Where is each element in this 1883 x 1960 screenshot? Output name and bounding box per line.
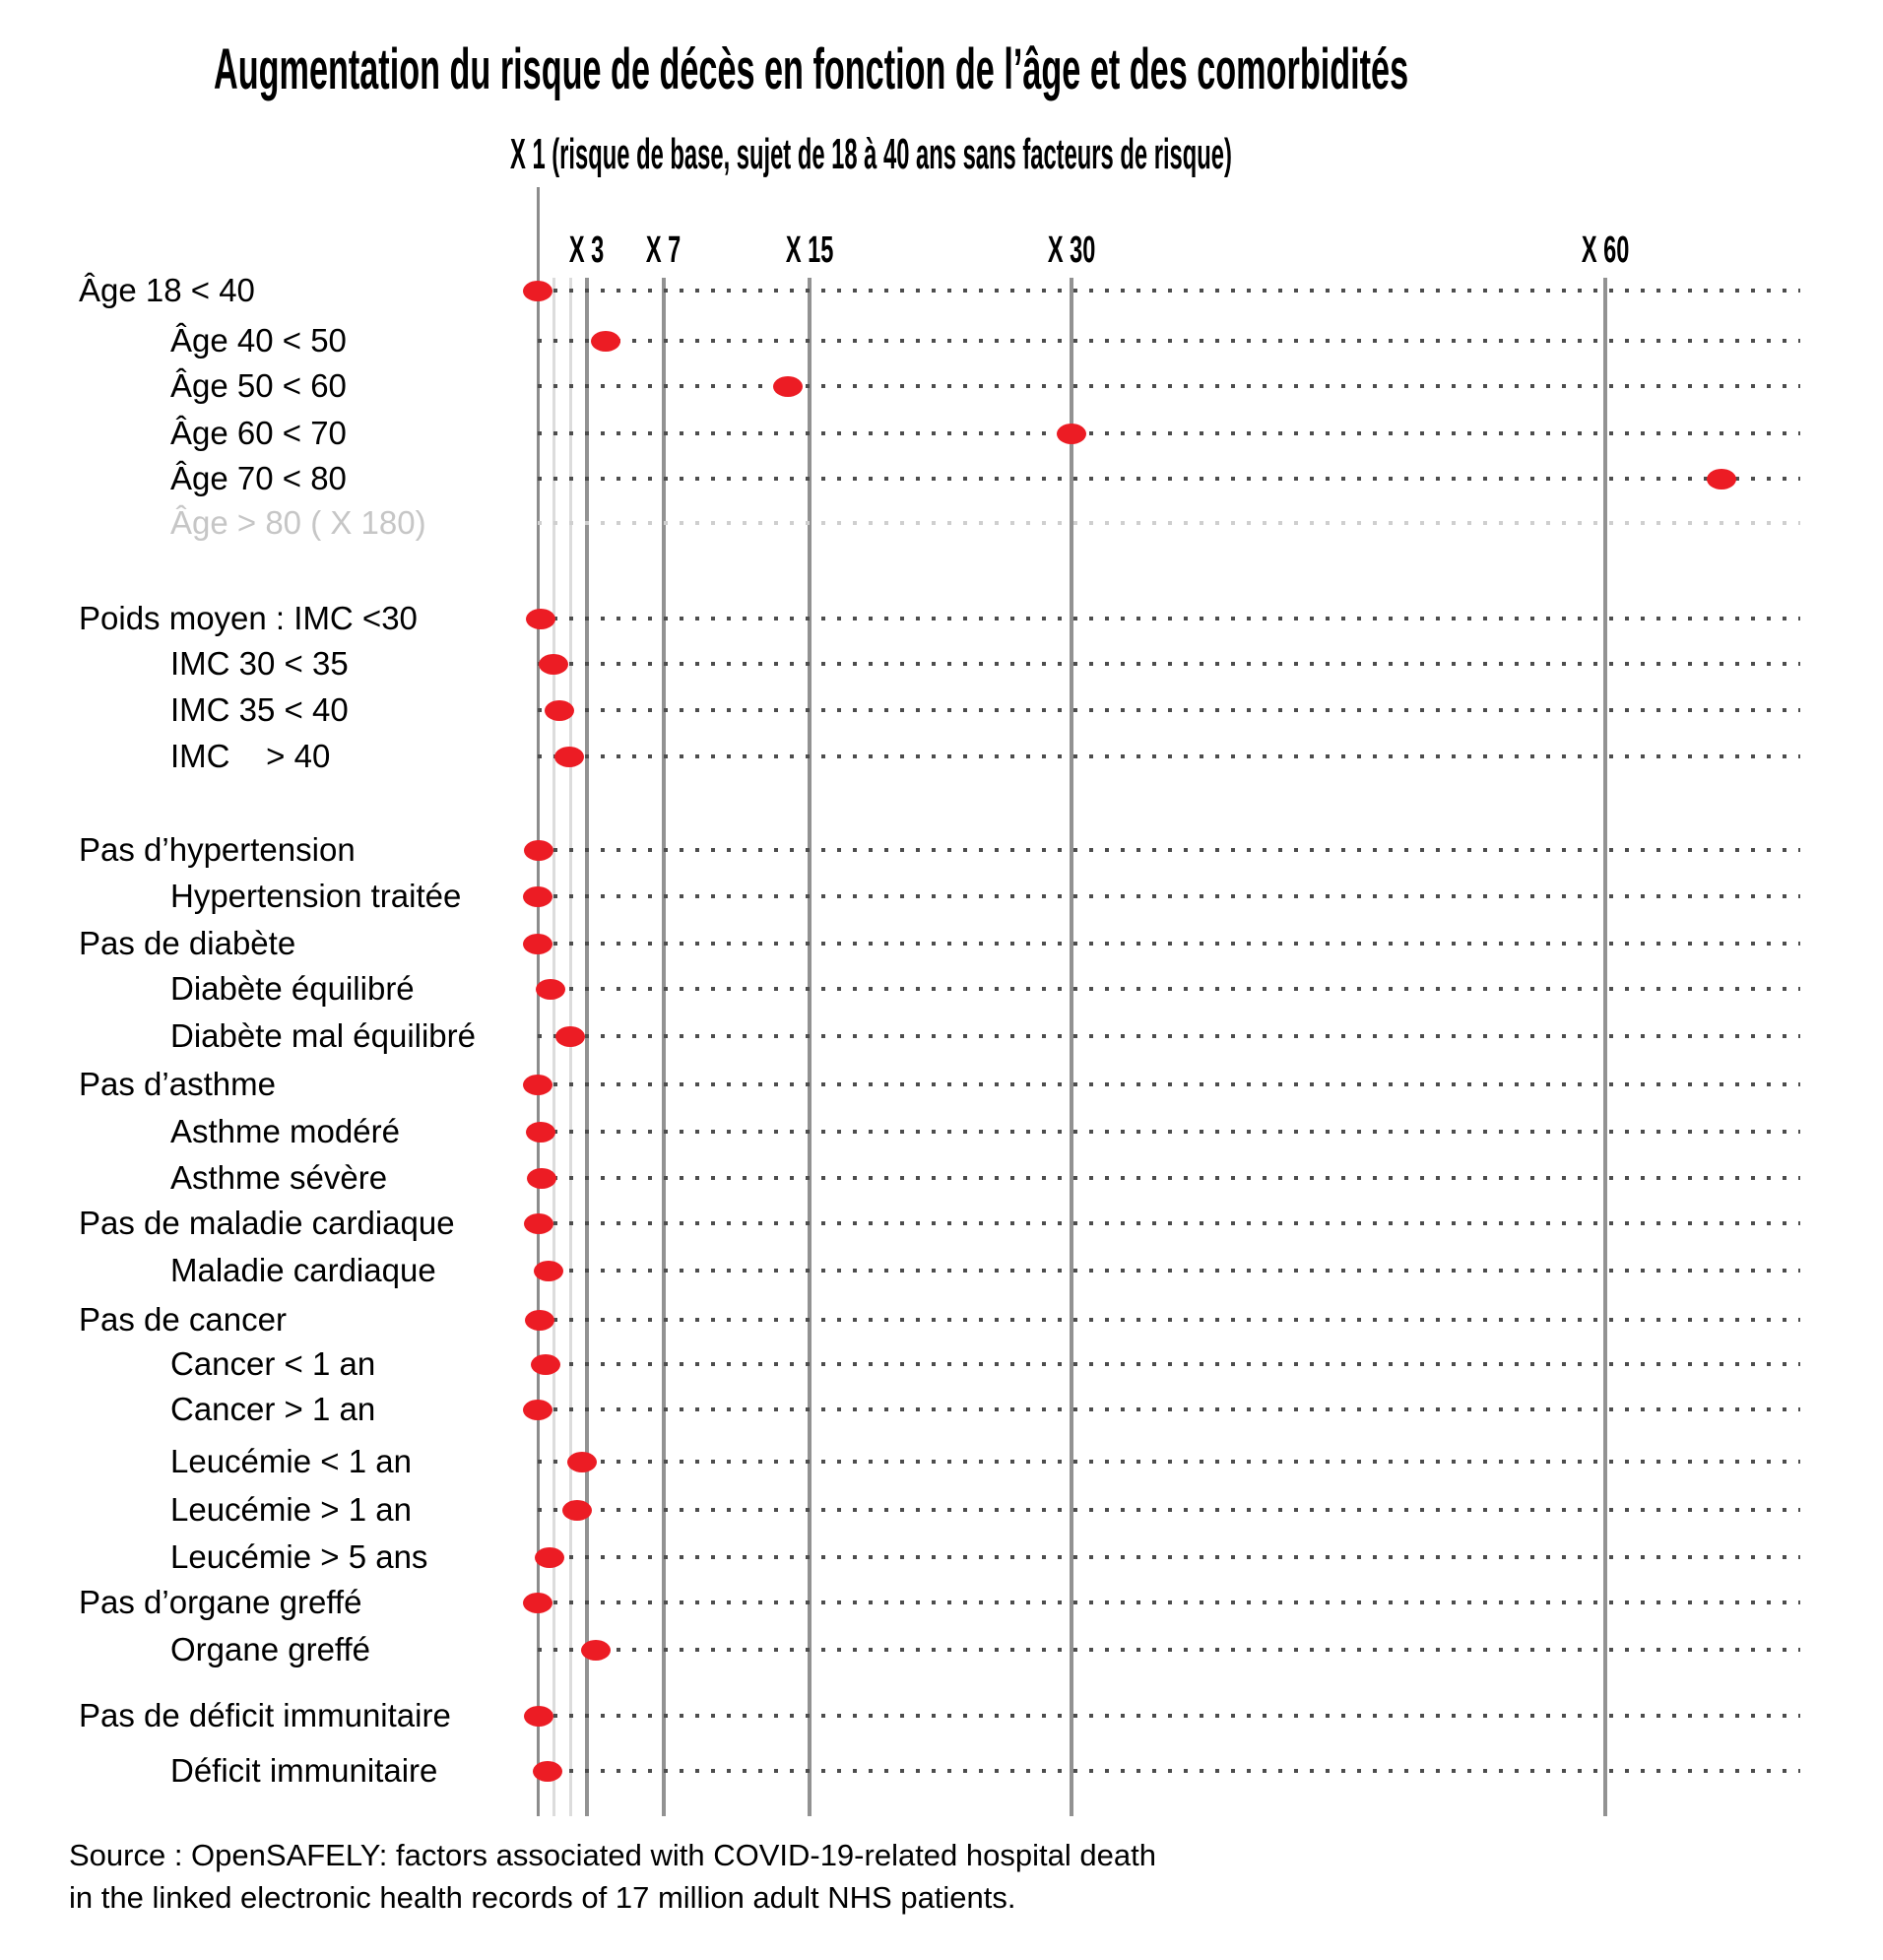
gridline-x7 <box>662 278 666 1816</box>
risk-dot <box>527 1168 556 1189</box>
risk-dot <box>533 1761 562 1782</box>
leader-line <box>538 617 1800 621</box>
leader-line <box>538 1221 1800 1225</box>
gridline-minor <box>569 278 572 1816</box>
row-label: IMC 35 < 40 <box>170 691 349 728</box>
leader-line <box>538 942 1800 946</box>
leader-line <box>538 1714 1800 1718</box>
axis-tick-label-text: X 15 <box>785 229 834 271</box>
row-label: Pas de maladie cardiaque <box>79 1205 455 1241</box>
leader-line <box>538 754 1800 758</box>
leader-line <box>538 1769 1800 1773</box>
row-label: IMC > 40 <box>170 738 331 774</box>
row-label: Âge 70 < 80 <box>170 460 347 496</box>
row-label: Diabète équilibré <box>170 970 415 1007</box>
gridline-x60 <box>1603 278 1607 1816</box>
row-label: Asthme sévère <box>170 1159 388 1196</box>
leader-line <box>538 848 1800 852</box>
row-label: Pas d’organe greffé <box>79 1584 362 1620</box>
gridline-minor <box>552 278 555 1816</box>
risk-dot <box>773 376 803 397</box>
page-title-text: Augmentation du risque de décès en fonction de l’âge et des comorbidités <box>214 36 1409 101</box>
leader-line <box>538 662 1800 666</box>
risk-dot <box>591 331 620 352</box>
risk-dot <box>523 1400 552 1420</box>
risk-dot <box>581 1640 611 1661</box>
x1-baseline-label-text: X 1 (risque de base, sujet de 18 à 40 ans sans facteurs de risque) <box>510 130 1232 178</box>
axis-tick-label-text: X 3 <box>569 229 605 271</box>
page-title <box>214 37 1883 100</box>
row-label: Âge 18 < 40 <box>79 272 255 308</box>
row-label: Âge > 80 ( X 180) <box>170 504 426 541</box>
row-label: Âge 60 < 70 <box>170 415 347 451</box>
row-label: Âge 40 < 50 <box>170 322 347 359</box>
row-label: Leucémie < 1 an <box>170 1443 412 1479</box>
risk-dot <box>539 654 568 675</box>
risk-dot <box>567 1452 597 1472</box>
risk-dot <box>525 1310 554 1331</box>
leader-line <box>538 1508 1800 1512</box>
x1-baseline-label <box>510 128 1847 181</box>
row-label: Hypertension traitée <box>170 878 462 914</box>
gridline-x30 <box>1070 278 1073 1816</box>
risk-dot <box>554 747 584 767</box>
row-label: Organe greffé <box>170 1631 371 1667</box>
row-label: Cancer > 1 an <box>170 1391 376 1427</box>
risk-dot <box>545 700 574 721</box>
row-label: Âge 50 < 60 <box>170 367 347 404</box>
axis-tick-label-text: X 7 <box>646 229 682 271</box>
row-label: Leucémie > 5 ans <box>170 1538 428 1575</box>
risk-dot <box>531 1354 560 1375</box>
row-label: Asthme modéré <box>170 1113 400 1149</box>
row-label: Diabète mal équilibré <box>170 1017 477 1054</box>
row-label: Déficit immunitaire <box>170 1752 438 1789</box>
leader-line <box>538 1460 1800 1464</box>
row-label: Pas de diabète <box>79 925 296 961</box>
risk-dot <box>526 1122 555 1143</box>
leader-line <box>538 1318 1800 1322</box>
leader-line <box>538 289 1800 293</box>
row-label: Pas d’hypertension <box>79 831 356 868</box>
risk-dot <box>523 281 552 301</box>
leader-line <box>538 1176 1800 1180</box>
leader-line <box>538 708 1800 712</box>
leader-line <box>538 1130 1800 1134</box>
leader-line <box>538 1362 1800 1366</box>
risk-dot <box>524 1213 553 1234</box>
risk-dot <box>535 1547 564 1568</box>
leader-line <box>538 1269 1800 1273</box>
axis-tick-label-text: X 60 <box>1581 229 1630 271</box>
risk-dot <box>1057 424 1086 444</box>
leader-line <box>538 894 1800 898</box>
leader-line <box>538 339 1800 343</box>
risk-dot <box>524 840 553 861</box>
risk-dot <box>523 934 552 954</box>
leader-line <box>538 477 1800 481</box>
leader-line <box>538 1407 1800 1411</box>
risk-dot <box>526 609 555 629</box>
risk-dot <box>555 1026 585 1047</box>
leader-line <box>538 1601 1800 1604</box>
risk-dot <box>1707 469 1736 490</box>
row-label: Poids moyen : IMC <30 <box>79 600 418 636</box>
leader-line <box>538 1648 1800 1652</box>
leader-line <box>538 987 1800 991</box>
leader-line <box>538 431 1800 435</box>
row-label: Maladie cardiaque <box>170 1252 436 1288</box>
source-note-line2: in the linked electronic health records of 17 million adult NHS patients. <box>69 1880 1016 1915</box>
gridline-x15 <box>808 278 812 1816</box>
row-label: IMC 30 < 35 <box>170 645 349 682</box>
row-label: Cancer < 1 an <box>170 1345 376 1382</box>
risk-dot <box>523 1593 552 1613</box>
risk-dot <box>534 1261 563 1281</box>
leader-line <box>538 1034 1800 1038</box>
risk-dot <box>562 1500 592 1521</box>
axis-tick-label-text: X 30 <box>1047 229 1096 271</box>
risk-dot <box>524 1706 553 1727</box>
leader-line <box>538 1555 1800 1559</box>
row-label: Pas de déficit immunitaire <box>79 1697 451 1733</box>
gridline-x3 <box>585 278 589 1816</box>
row-label: Leucémie > 1 an <box>170 1491 412 1528</box>
source-note-line1: Source : OpenSAFELY: factors associated with COVID-19-related hospital death <box>69 1838 1156 1872</box>
leader-line <box>538 521 1800 525</box>
row-label: Pas de cancer <box>79 1301 287 1338</box>
source-note <box>69 1834 1156 1919</box>
row-label: Pas d’asthme <box>79 1066 276 1102</box>
risk-dot <box>523 1075 552 1095</box>
leader-line <box>538 384 1800 388</box>
risk-dot <box>536 979 565 1000</box>
risk-dot <box>523 886 552 907</box>
leader-line <box>538 1082 1800 1086</box>
